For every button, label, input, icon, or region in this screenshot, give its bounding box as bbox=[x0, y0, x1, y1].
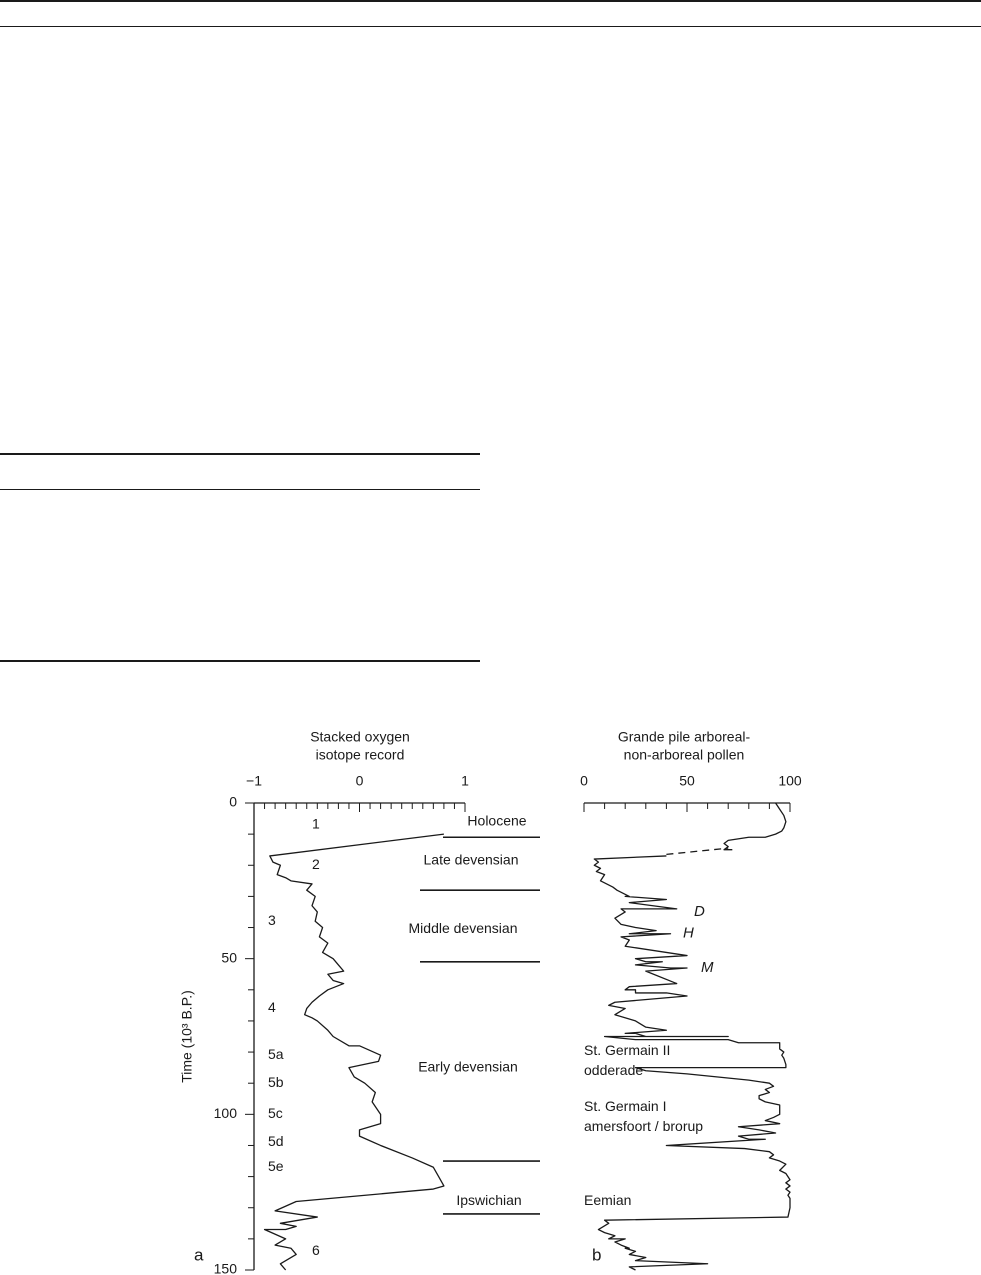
interstadial-label-line-2: odderade bbox=[584, 1062, 644, 1079]
table-header-rule bbox=[0, 26, 981, 27]
isotope-stage-label: 5e bbox=[268, 1157, 284, 1174]
climate-record-figure bbox=[0, 700, 981, 1275]
panel-a-x-tick-label: 0 bbox=[355, 772, 364, 789]
panel-b-pollen bbox=[580, 729, 802, 1270]
isotope-stage-label: 5b bbox=[268, 1073, 284, 1090]
panel-a-letter: a bbox=[194, 1245, 204, 1265]
isotope-stage-label: 5a bbox=[268, 1045, 284, 1062]
interstadial-label-line-1: Eemian bbox=[584, 1192, 632, 1209]
stratigraphy-label: Holocene bbox=[467, 812, 527, 829]
panel-b-title-line-2: non-arboreal pollen bbox=[623, 746, 745, 763]
panel-a-title-line-2: isotope record bbox=[315, 746, 405, 763]
table-top-rule bbox=[0, 0, 981, 2]
isotope-stage-label: 1 bbox=[312, 815, 320, 832]
interstadial-label-line-1: St. Germain I bbox=[584, 1098, 667, 1115]
panel-b-x-tick-label: 50 bbox=[679, 772, 695, 789]
stratigraphy-label: Late devensian bbox=[423, 851, 519, 868]
isotope-stage-label: 4 bbox=[268, 999, 276, 1016]
panel-a-y-tick-label: 100 bbox=[213, 1105, 237, 1122]
panel-a-oxygen-isotope bbox=[179, 729, 469, 1275]
table2-bottom-rule bbox=[0, 660, 480, 662]
panel-a-y-tick-label: 150 bbox=[213, 1260, 237, 1275]
panel-b-letter: b bbox=[592, 1245, 602, 1265]
isotope-stage-label: 2 bbox=[312, 855, 320, 872]
panel-a-y-axis-label: Time (10³ B.P.) bbox=[178, 990, 195, 1083]
panel-b-x-tick-label: 100 bbox=[778, 772, 802, 789]
stratigraphy-label: Early devensian bbox=[418, 1058, 518, 1075]
panel-a-x-tick-label: 1 bbox=[461, 772, 469, 789]
panel-b-x-tick-label: 0 bbox=[580, 772, 588, 789]
panel-b-dashed-segment bbox=[666, 848, 728, 854]
pollen-event-label: D bbox=[694, 902, 705, 920]
interstadial-label-line-1: St. Germain II bbox=[584, 1042, 671, 1059]
panel-b-pollen-line-1 bbox=[724, 803, 786, 850]
isotope-stage-label: 6 bbox=[312, 1242, 320, 1259]
pollen-event-label: M bbox=[701, 958, 714, 976]
interstadial-label-line-2: amersfoort / brorup bbox=[584, 1118, 704, 1135]
panel-a-title-line-1: Stacked oxygen bbox=[310, 728, 410, 745]
shared-annotations bbox=[194, 812, 601, 1264]
pollen-event-label: H bbox=[683, 924, 694, 942]
table2-header-rule bbox=[0, 489, 480, 490]
stratigraphy-label: Ipswichian bbox=[456, 1192, 522, 1209]
stratigraphy-label: Middle devensian bbox=[408, 919, 518, 936]
isotope-stage-label: 5c bbox=[268, 1105, 283, 1122]
panel-a-y-tick-label: 50 bbox=[221, 949, 237, 966]
panel-a-y-tick-label: 0 bbox=[229, 793, 237, 810]
panel-b-title-line-1: Grande pile arboreal- bbox=[617, 728, 751, 745]
table2-top-rule bbox=[0, 453, 480, 455]
isotope-stage-label: 5d bbox=[268, 1133, 284, 1150]
isotope-stage-label: 3 bbox=[268, 912, 276, 929]
panel-a-isotope-line bbox=[265, 834, 444, 1270]
panel-a-x-tick-label: −1 bbox=[246, 772, 262, 789]
